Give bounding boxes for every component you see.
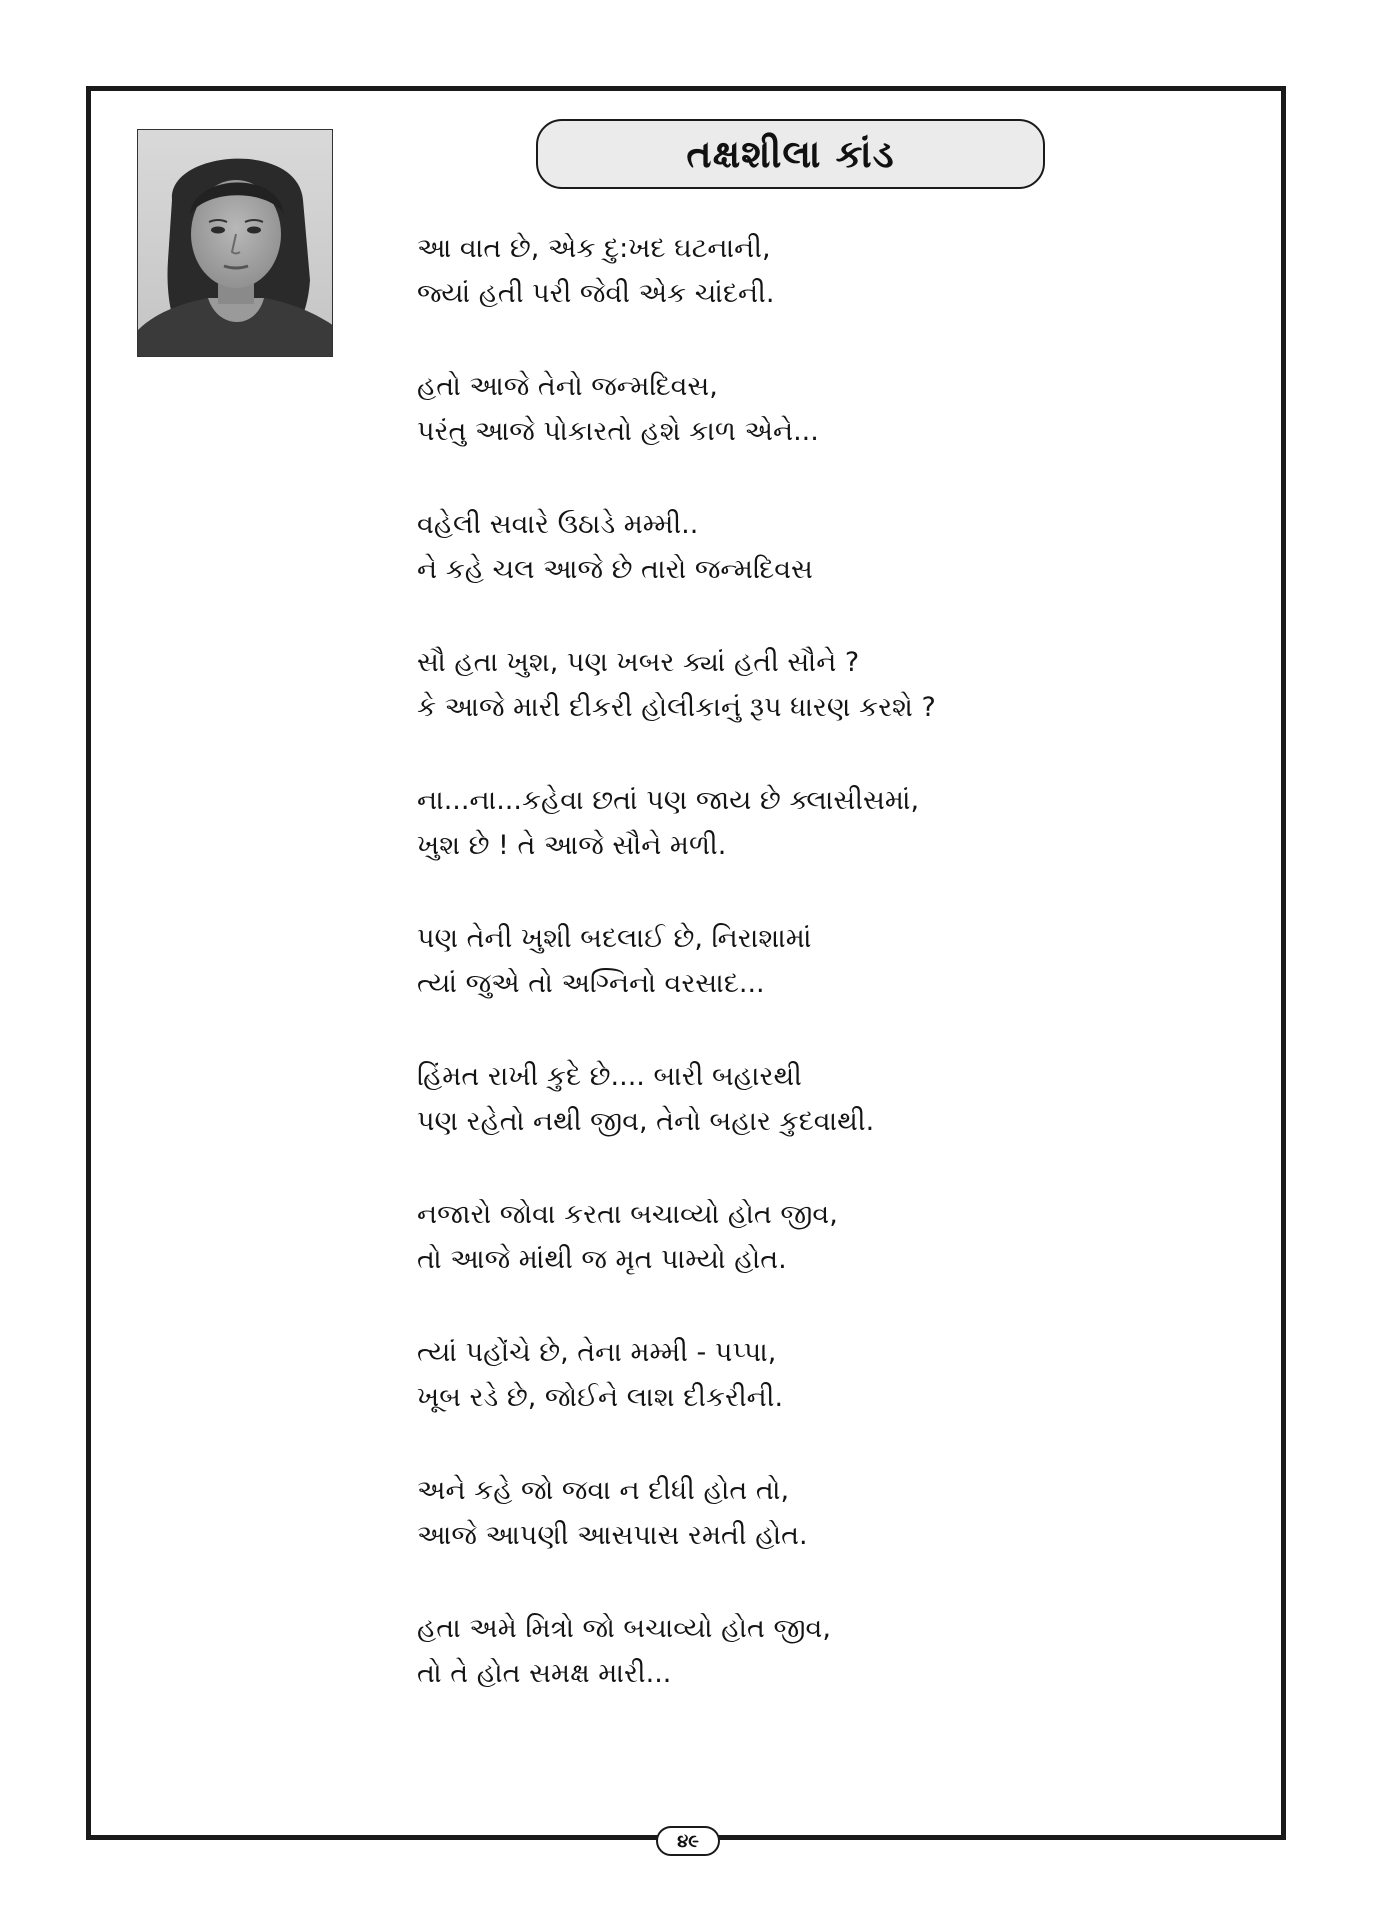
title-banner <box>536 119 1045 189</box>
stanza <box>417 1606 1247 1744</box>
poem-title: તક્ષશીલા કાંડ <box>686 131 895 176</box>
poem-line: આજે આપણી આસપાસ રમતી હોત. <box>417 1520 808 1551</box>
poem-body <box>417 226 1247 1744</box>
poem-line: તો તે હોત સમક્ષ મારી... <box>417 1658 672 1689</box>
poem-line: નજારો જોવા કરતા બચાવ્યો હોત જીવ, <box>417 1199 838 1230</box>
stanza <box>417 226 1247 364</box>
stanza <box>417 1192 1247 1330</box>
poem-line: ત્યાં પહોંચે છે, તેના મમ્મી - પપ્પા, <box>417 1337 777 1368</box>
stanza <box>417 502 1247 640</box>
portrait-photo-image <box>138 130 333 357</box>
poem-line: સૌ હતા ખુશ, પણ ખબર ક્યાં હતી સૌને ? <box>417 647 860 678</box>
poem-line: પરંતુ આજે પોકારતો હશે કાળ એને... <box>417 416 819 447</box>
poem-line: હતા અમે મિત્રો જો બચાવ્યો હોત જીવ, <box>417 1613 831 1644</box>
poem-line: કે આજે મારી દીકરી હોલીકાનું રૂપ ધારણ કરશે ? <box>417 692 936 723</box>
stanza <box>417 364 1247 502</box>
poem-line: આ વાત છે, એક દુ:ખદ ઘટનાની, <box>417 233 771 264</box>
stanza <box>417 778 1247 916</box>
poem-line: પણ રહેતો નથી જીવ, તેનો બહાર કુદવાથી. <box>417 1106 875 1137</box>
poem-line: ખૂબ રડે છે, જોઈને લાશ દીકરીની. <box>417 1382 784 1413</box>
poem-line: ના...ના...કહેવા છતાં પણ જાય છે ક્લાસીસમાં, <box>417 785 920 816</box>
poem-line: ત્યાં જુએ તો અગ્નિનો વરસાદ... <box>417 968 765 999</box>
poem-line: ને કહે ચલ આજે છે તારો જન્મદિવસ <box>417 554 813 585</box>
stanza <box>417 640 1247 778</box>
stanza <box>417 1330 1247 1468</box>
stanza <box>417 916 1247 1054</box>
stanza <box>417 1054 1247 1192</box>
poem-line: જ્યાં હતી પરી જેવી એક ચાંદની. <box>417 278 775 309</box>
poem-line: પણ તેની ખુશી બદલાઈ છે, નિરાશામાં <box>417 923 812 954</box>
poem-line: હતો આજે તેનો જન્મદિવસ, <box>417 371 718 402</box>
poem-line: હિંમત રાખી કુદે છે.... બારી બહારથી <box>417 1061 802 1092</box>
poem-line: અને કહે જો જવા ન દીધી હોત તો, <box>417 1475 790 1506</box>
poem-line: વહેલી સવારે ઉઠાડે મમ્મી.. <box>417 509 699 540</box>
page-number: ૪૯ <box>656 1826 720 1856</box>
poem-line: ખુશ છે ! તે આજે સૌને મળી. <box>417 830 727 861</box>
stanza <box>417 1468 1247 1606</box>
poem-line: તો આજે માંથી જ મૃત પામ્યો હોત. <box>417 1244 787 1275</box>
portrait-photo <box>137 129 333 357</box>
